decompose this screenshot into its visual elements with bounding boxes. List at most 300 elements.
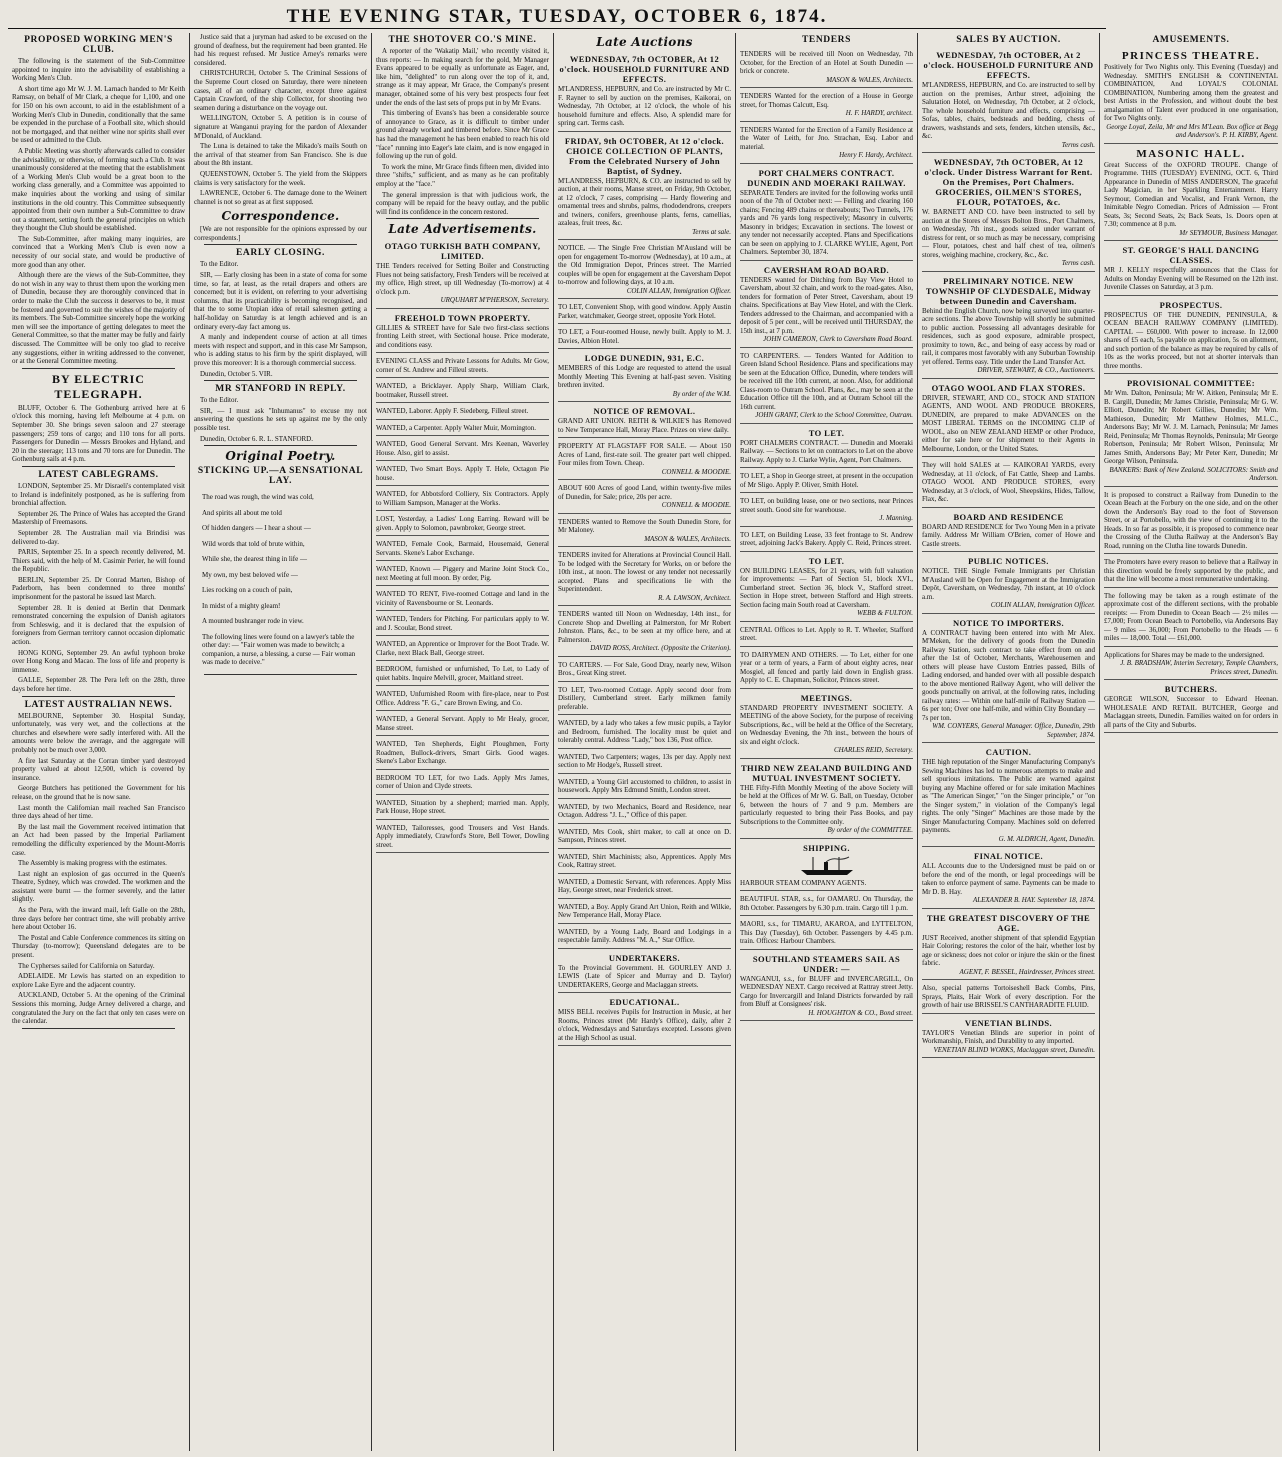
advertisement [376, 772, 549, 795]
advertisement-body: WANTED, Situation by a shepherd; married man. Apply, Park House, Hope street. [376, 798, 549, 816]
advertisement-heading: CAUTION. [985, 747, 1032, 757]
poem-line: Of hidden dangers — I hear a shout — [202, 524, 311, 533]
advertisement-body: TENDERS Wanted for the Erection of a Family Residence at the Water of Leith, for Jno. Strachan, Esq. Labor and material. [740, 125, 913, 151]
column-2 [190, 33, 372, 1451]
article [194, 466, 367, 675]
section-heading: AMUSEMENTS. [1152, 35, 1230, 45]
advertisement-body: Behind the English Church, now being surveyed into quarter-acre sections. The above Township will shortly be submitted to public auction. Possessing all advantages desirable for residences, such as good exposure, admirable prospect, proximity to town, &c., and being of easy access by road or rail, it compares most favorably with any Suburban Township yet offered. Terms easy. Title under the Land Transfer Act. [922, 306, 1095, 366]
section-heading: THE SHOTOVER CO.'S MINE. [388, 35, 537, 45]
article-paragraph: September 28. The Australian mail via Brindisi was delivered to-day. [12, 528, 185, 546]
advertisement [558, 751, 731, 774]
advertisement-body: WANTED, Tailoresses, good Trousers and Vest Hands. Apply immediately, Crawford's Store, Bell Tower, Dowling street. [376, 823, 549, 849]
advertisement-heading: BOARD AND RESIDENCE [953, 511, 1064, 522]
advertisement-signature: Terms at sale. [692, 227, 731, 236]
advertisement-body: TAYLOR'S Venetian Blinds are superior in point of Workmanship, Finish, and Durability to any imported. [922, 1028, 1095, 1045]
advertisement [558, 876, 731, 899]
advertisement-body: LOST, Yesterday, a Ladies' Long Earring. Reward will be given. Apply to Solomon, pawnbroker, George street. [376, 515, 549, 532]
advertisement [740, 554, 913, 622]
advertisement-body: TO LET, on building lease, one or two sections, near Princes street south. Good site for warehouse. [740, 497, 913, 514]
advertisement-body: Mr Wm. Dalton, Peninsula; Mr W. Aitken, Peninsula; Mr E. B. Cargill, Dunedin; Mr James Christie, Peninsula; Mr G. W. Elliott, Dunedin; Mr Robert Gillies, Dunedin; Mr Wm. Mathieson, Dunedin; Mr Matthew Holmes, M.L.C., Andersons Bay; Mr W. J. M. Larnach, Peninsula; Mr James Reid, Peninsula; Mr Thomas Reynolds, Peninsula; Mr George Robertson, Peninsula; Mr Robert Wilson, Peninsula; Mr James Smith, Andersons Bay; Mr Peter Kerr, Dunedin; Mr George Wilson, Peninsula. [1104, 389, 1278, 465]
poem-line: A mounted bushranger rode in view. [202, 617, 304, 626]
article-paragraph: A manly and independent course of action at all times meets with respect and support, and in this case Mr Sampson, who is adding status to his firm by the spirit displayed, will prove this moreover: It is a thorough commercial success. [194, 333, 367, 367]
advertisement-heading: NOTICE OF REMOVAL. [593, 406, 696, 416]
advertisement [558, 926, 731, 949]
advertisement [376, 239, 549, 309]
advertisement [558, 995, 731, 1046]
advertisement-heading: FRIDAY, 9th OCTOBER, At 12 o'clock. CHOICE COLLECTION OF PLANTS, From the Celebrated Nursery of John Baptist, of Sydney. [564, 135, 725, 176]
article-paragraph: Although there are the views of the Sub-Committee, they do not wish in any way to thrust them upon the working men of Dunedin, because they are thoroughly convinced that in order to make the Club the success it deserves to be, it must be fostered and governed to suit the wishes of the majority of its members. The Sub-Committee sincerely hope the working men will see the importance of getting delegates to meet the General Committee, so that the matter may be fully and fairly discussed. The Committee will be only too glad to receive any suggestions, either in writing addressed to the convener, or at the General Committee meeting. [12, 271, 185, 366]
section-heading: Late Auctions [596, 35, 693, 49]
advertisement [922, 982, 1095, 1014]
advertisement-heading: PUBLIC NOTICES. [968, 556, 1049, 566]
advertisement-signature: CHARLES REID, Secretary. [833, 746, 913, 754]
article-paragraph: LAWRENCE, October 6. The damage done to the Weinert channel is not so great as at first supposed. [194, 189, 367, 206]
advertisement-body: TO LET, on Building Lease, 33 feet frontage to St. Andrew street, adjoining Jack's Bakery. Apply C. Reid, Princes street. [740, 530, 913, 547]
advertisement [558, 549, 731, 606]
advertisement [1104, 682, 1278, 733]
article-paragraph: A fire last Saturday at the Corran timber yard destroyed property valued at about 12,500, which is covered by insurance. [12, 756, 185, 782]
advertisement-signature: CONNELL & MOODIE. [661, 467, 731, 476]
poem-line: The following lines were found on a lawyer's table the other day: — "Fair women was made to bewitch; a companion, a nurse, a blessing, a curse — Fair woman was made to deceive." [202, 632, 356, 667]
advertisement [558, 516, 731, 548]
advertisement [376, 822, 549, 854]
advertisement-body: TENDERS will be received till Noon on Wednesday, 7th October, for the Erection of an Hotel at South Dunedin — brick or concrete. [740, 50, 913, 75]
advertisement-signature: R. A. LAWSON, Architect. [658, 593, 731, 602]
advertisement-body: WANGANUI, s.s., for BLUFF and INVERCARGILL, On WEDNESDAY NEXT. Cargo received at Rattray street Jetty. Cargo for Invercargill and Inland Districts forwarded by rail from Bluff at Consignees' risk. [740, 974, 913, 1008]
section-divider [22, 368, 175, 369]
advertisement-body: M'LANDRESS, HEPBURN, and Co. are instructed by Mr C. F. Rayner to sell by auction on the premises, Kaikorai, on Wednesday, 7th October, at 12 o'clock, the whole of his household furniture and effects. Also, A splendid mare for spring cart. Terms cash. [558, 85, 731, 127]
advertisement-body: WANTED, for Abbotsford Colliery, Six Contractors. Apply to William Sampson, Manager at the Works. [376, 490, 549, 507]
advertisement-signature: Mr SEYMOUR, Business Manager. [1179, 228, 1278, 237]
advertisement-body: MR J. KELLY respectfully announces that the Class for Adults on Monday Evening will be Resumed on the 12th inst. Juvenile Classes on Saturday, at 3 p.m. [1104, 266, 1278, 291]
advertisement-body: TO LET, Convenient Shop, with good window. Apply Austin Parker, watchmaker, George street, opposite York Hotel. [558, 303, 731, 320]
advertisement [740, 893, 913, 916]
advertisement [1104, 146, 1278, 242]
section-heading: MR STANFORD IN REPLY. [215, 384, 346, 395]
columns [8, 33, 1278, 1451]
article-paragraph: This timbering of Evans's has been a considerable source of annoyance to Grace, as it is difficult to timber under ground already worked and timbered before. Since Mr Grace has had the management he has been enabled to reach his old "face" running into Eager's late claim, and is now engaged in following up the run of gold. [376, 109, 549, 161]
advertisement-body: TENDERS invited for Alterations at Provincial Council Hall. To be lodged with the Secretary for Works, on or before the 10th inst., at noon. The lowest or any tender not necessarily accepted. Plans and specifications lie with the Superintendent. [558, 551, 731, 593]
advertisement-body: ABOUT 600 Acres of good Land, within twenty-five miles of Dunedin, for Sale; price, 20s per acre. [558, 484, 731, 501]
article-paragraph: The general impression is that with judicious work, the company will be repaid for the heavy outlay, and the public will find its confidence in the concern restored. [376, 190, 549, 216]
advertisement [922, 616, 1095, 744]
article [12, 470, 185, 697]
article-paragraph: The Postal and Cable Conference commences its sitting on Thursday (to-morrow); Queensland delegates are to be present. [12, 933, 185, 960]
advertisement [740, 649, 913, 689]
advertisement [1104, 48, 1278, 144]
advertisement [376, 563, 549, 586]
advertisement-body: MISS BELL receives Pupils for Instruction in Music, at her Rooms, Princes street (Mr Hardy's Office), daily, after 2 o'clock, Wednesdays and Saturdays excepted. Lessons given at the High School as usual. [558, 1008, 731, 1042]
advertisement-heading: WEDNESDAY, 7th OCTOBER, At 12 o'clock. Under Distress Warrant for Rent. On the Premises, Port Chalmers. GROCERIES, OILMEN'S STORES, FLOUR, POTATOES, &c. [924, 157, 1093, 207]
advertisement [740, 166, 913, 261]
article-paragraph: BLUFF, October 6. The Gothenburg arrived here at 6 o'clock this morning, having left Melbourne at 4 p.m. on September 30. She brings seven saloon and 27 steerage passengers; 259 tons of cargo; and 110 tons for all ports. Passengers for Dunedin — Messrs Brookes and Hyland, and 20 in the steerage; 113 tons and 70 tons are for Dunedin. The Gothenburg sails at 4 p.m. [12, 403, 185, 464]
advertisement-body: WANTED, Ten Shepherds, Eight Ploughmen, Forty Roadmen, Bullock-drivers, Smart Girls. Good wages. Skene's Labor Exchange. [376, 740, 549, 766]
advertisement-body: Great Success of the OXFORD TROUPE. Change of Programme. THIS (TUESDAY) EVENING, OCT. 6, Third Appearance in Dunedin of MISS ANDERSON, The graceful Lady Magician, in her Sparkling Entertainment. Harry Seymour, Comedian and Vocalist, and Frank Vernon, the Inimitable Negro Comedian. Prices of Admission — Front Seats, 3s; Second Seats, 2s; Back Seats, 1s. Doors open at 7.30; commence at 8 p.m. [1104, 160, 1278, 228]
section-heading: Late Advertisements. [388, 222, 537, 237]
column-1 [8, 33, 190, 1451]
advertisement [376, 488, 549, 511]
article [558, 35, 731, 49]
advertisement-heading: FINAL NOTICE. [974, 851, 1043, 861]
article-paragraph: QUEENSTOWN, October 5. The yield from the Skippers claims is very satisfactory for the week. [194, 169, 367, 187]
advertisement-signature: WM. CONYERS, General Manager. Office, Dunedin, 29th September, 1874. [932, 722, 1095, 739]
advertisement-heading: THIRD NEW ZEALAND BUILDING AND MUTUAL INVESTMENT SOCIETY. [740, 762, 912, 783]
article-paragraph: The Cypherses sailed for California on Saturday. [18, 961, 155, 970]
advertisement-signature: JOHN GRANT, Clerk to the School Committee, Outram. [755, 411, 913, 419]
advertisement-body: WANTED, by two Mechanics, Board and Residence, near Octagon. Address "J. L.," Office of this paper. [558, 802, 731, 819]
advertisement-body: TENDERS Wanted for the erection of a House in George street, for Thomas Calcutt, Esq. [740, 92, 913, 109]
advertisement-body: BEAUTIFUL STAR, s.s., for OAMARU. On Thursday, the 8th October. Passengers by 6.30 p.m. train. Cargo till 1 p.m. [740, 895, 913, 912]
advertisement-heading: SOUTHLAND STEAMERS SAIL AS UNDER: — [752, 953, 901, 974]
section-divider [204, 674, 357, 675]
article-paragraph: CHRISTCHURCH, October 5. The Criminal Sessions of the Supreme Court closed on Saturday, there were nineteen cases, all of an ordinary character, except three against Captain Crawford, of the ship Collector, for shooting two seamen during a disturbance on the voyage out. [194, 69, 367, 112]
section-heading: SALES BY AUCTION. [956, 35, 1061, 45]
article-paragraph: September 26. The Prince of Wales has accepted the Grand Mastership of Freemasons. [12, 509, 185, 527]
advertisement-body: WANTED, a Domestic Servant, with references. Apply Miss Hay, George street, near Frederick street. [558, 877, 731, 894]
advertisement-heading: BUTCHERS. [1164, 684, 1218, 694]
advertisement-body: NOTICE. THE Single Female Immigrants per Christian M'Ausland will be Open for Engagement at the Immigration Depôt, Caversham, on Wednesday, 7th instant, at 10 o'clock a.m. [922, 567, 1095, 601]
section-heading: LATEST AUSTRALIAN NEWS. [24, 699, 173, 710]
advertisement-body: M'LANDRESS, HEPBURN, and Co. are instructed to sell by auction on the premises, Arthur street, adjoining the Salutation Hotel, on Wednesday, 7th October, at 2 o'clock, The whole household furniture and effects, comprising — Sofas, tables, chairs, bedsteads and bedding, chests of drawers, washstands and sets, fenders, kitchen utensils, &c., &c. [922, 81, 1095, 140]
advertisement-heading: OTAGO WOOL AND FLAX STORES. [931, 382, 1086, 393]
advertisement [740, 426, 913, 469]
advertisement-body: TO LET, a Four-roomed House, newly built. Apply to M. J. Davies, Albion Hotel. [558, 328, 731, 345]
advertisement-body: GILLIES & STREET have for Sale two first-class sections fronting Leith street, with Sectional house. Price moderate, and conditions easy. [376, 323, 549, 349]
advertisement [740, 624, 913, 647]
advertisement [558, 684, 731, 716]
advertisement-heading: PORT CHALMERS CONTRACT. DUNEDIN AND MOERAKI RAILWAY. [747, 167, 906, 188]
advertisement-body: Applications for Shares may be made to the undersigned. [1104, 650, 1265, 659]
advertisement-body: WANTED, Mrs Cook, shirt maker, to call at once on D. Sampson, Princes street. [558, 827, 731, 844]
advertisement [922, 155, 1095, 272]
poem-line: My own, my best beloved wife — [202, 570, 298, 579]
section-divider [204, 380, 357, 381]
advertisement-body: TO LET, Two-roomed Cottage. Apply second door from Distillery, Cumberland street. Early milkmen family preferable. [558, 685, 731, 711]
advertisement-signature: By order of the W.M. [672, 389, 731, 398]
advertisement [376, 422, 549, 437]
advertisement-body: TENDERS wanted till Noon on Wednesday, 14th inst., for Concrete Shop and Dwelling at Palmerston, for Mr Robert Johnston. Plans, &c., to be seen at my office here, and at Palmerston. [558, 610, 731, 644]
advertisement [1104, 590, 1278, 647]
section-divider [22, 1028, 175, 1029]
advertisement-body: GEORGE WILSON, Successor to Edward Heenan. WHOLESALE AND RETAIL BUTCHER, George and Maclaggan streets, Dunedin. Families waited on for orders in all parts of the City and Suburbs. [1104, 695, 1278, 729]
article [740, 35, 913, 45]
article [194, 209, 367, 245]
article-paragraph: The following is the statement of the Sub-Committee appointed to inquire into the advisability of establishing a Working Men's Club. [12, 57, 185, 83]
advertisement-signature: DAVID ROSS, Architect. (Opposite the Criterion). [590, 644, 731, 652]
advertisement-body: CENTRAL Offices to Let. Apply to R. T. Wheeler, Stafford street. [740, 625, 913, 642]
advertisement [558, 608, 731, 657]
advertisement [558, 776, 731, 799]
article-paragraph: George Butchers has petitioned the Government for his release, on the ground that he is now sane. [12, 784, 185, 801]
advertisement [376, 688, 549, 711]
section-divider [22, 696, 175, 697]
advertisement-body: WANTED, Unfurnished Room with fire-place, near to Post Office. Address "F. G.," care Brown Ewing, and Co. [376, 690, 549, 707]
article [194, 449, 367, 463]
advertisement-body: DRIVER, STEWART, AND CO., STOCK AND STATION AGENTS, AND WOOL AND PRODUCE BROKERS, DUNEDIN, are prepared to make ADVANCES on the MOST LIBERAL TERMS on the INCOMING CLIP of WOOL, also on NEW ZEALAND HEMP or other Produce, either for sale here or for shipment to their Agents in Melbourne, London, or the United States. [922, 393, 1095, 453]
article-paragraph: WELLINGTON, October 5. A petition is in course of signature at Wanganui praying for the pardon of Alexander M'Donald, of Auckland. [194, 114, 367, 140]
advertisement-signature: MASON & WALES, Architects. [826, 75, 913, 84]
advertisement [740, 691, 913, 759]
advertisement [922, 381, 1095, 458]
advertisement-body: The following may be taken as a rough estimate of the approximate cost of the different sections, with the probable receipts: — From Dunedin to Ocean Beach — 2½ miles — £7,000; From Ocean Beach to Portobello, via Andersons Bay — 9 miles — 36,000; From Portobello to the Heads — 6 miles — 18,000. Total — £61,000. [1104, 591, 1278, 642]
advertisement-signature: MASON & WALES, Architects. [644, 534, 731, 543]
article-paragraph: BERLIN, September 25. Dr Conrad Marten, Bishop of Paderborn, has been condemned to three months' imprisonment for the pastoral he issued last March. [12, 575, 185, 602]
section-divider [386, 218, 539, 219]
advertisement [558, 301, 731, 324]
article [376, 222, 549, 236]
advertisement-body: GRAND ART UNION. REITH & WILKIE'S has Removed to New Temperance Hall, Moray Place. Prizes on view daily. [558, 417, 731, 434]
advertisement [1104, 376, 1278, 487]
advertisement [376, 311, 549, 354]
article-paragraph: SIR, — I must ask "Inhumanus" to excuse my not answering the questions he sets up against me by the only possible test. [194, 406, 367, 432]
article-paragraph: AUCKLAND, October 5. At the opening of the Criminal Sessions this morning, Judge Arney delivered a charge, and congratulated the Jury on the fact that only ten cases were on the calendar. [12, 991, 185, 1026]
advertisement-body: WANTED, Good General Servant. Mrs Keenan, Waverley House. Also, girl to assist. [376, 440, 549, 457]
advertisement-body: Positively for Two Nights only. This Evening (Tuesday) and Wednesday. SMITH'S ENGLISH & CONTINENTAL COMBINATION, And LOYAL'S COLONIAL COMBINATION, Numbering among them the greatest and best Artists in the Profession, and without doubt the best amalgamation of Talent ever produced in one organisation, for Two Nights only. [1104, 63, 1278, 122]
advertisement [558, 951, 731, 994]
advertisement-body: WANTED, Shirt Machinists; also, Apprentices. Apply Mrs Cook, Rattray street. [558, 852, 731, 869]
advertisement [740, 124, 913, 164]
advertisement [376, 438, 549, 461]
advertisement-body: MEMBERS of this Lodge are requested to attend the usual Monthly Meeting This Evening at half-past seven. Visiting brethren invited. [558, 364, 731, 389]
advertisement [558, 134, 731, 241]
advertisement-heading: OTAGO TURKISH BATH COMPANY, LIMITED. [384, 241, 541, 262]
advertisement [376, 613, 549, 636]
advertisement-heading: WEDNESDAY, 7th OCTOBER, At 12 o'clock. HOUSEHOLD FURNITURE AND EFFECTS. [559, 54, 730, 84]
column-3 [372, 33, 554, 1451]
column-5 [736, 33, 918, 1451]
article-paragraph: The Sub-Committee, after making many inquiries, are convinced that a Working Men's Club is even now a necessity of our social state, and would be productive of more good than any other. [12, 234, 185, 269]
advertisement [922, 459, 1095, 508]
article-paragraph: Dunedin, October 6. R. L. STANFORD. [200, 434, 313, 443]
advertisement-body: A CONTRACT having been entered into with Mr Alex. M'Meken, for the delivery of goods from the Dunedin Railway Station, such contract to take effect from on and after the 1st of October, Merchants, Warehousemen and others will please have Custom Entries passed, Bills of Lading endorsed, and handed over with all possible despatch to the above mentioned Railway Agent, who will deliver the goods punctually on arrival, at the following rates, including railway rates: — Within one half-mile of Railway Station — 6s per ton; Over one half-mile, and within City Boundary — 7s per ton. [922, 628, 1095, 722]
poem-line: Lies rocking on a couch of pain, [202, 586, 293, 595]
article-paragraph: A reporter of the 'Wakatip Mail,' who recently visited it, thus reports: — In making search for the gold, Mr Manager Evans appeared to be equally as unfortunate as Eager, and, like him, "delighted" to run along over the top of it, and, strange as it may appear, Mr Grace, the Company's present manager, obtained some of his very best prospects four feet under the ends of the last sets of props put in by Mr Evans. [376, 47, 549, 107]
advertisement [376, 713, 549, 736]
advertisement-signature: JOHN CAMERON, Clerk to Caversham Road Board. [763, 335, 913, 343]
advertisement [740, 263, 913, 348]
advertisement [558, 717, 731, 749]
section-divider [204, 244, 357, 245]
section-heading: PROPOSED WORKING MEN'S CLUB. [24, 35, 173, 55]
advertisement-body: THE Tenders received for Setting Boiler and Constructing Flues not being satisfactory, Fresh Tenders will be received at my office, High street, up till Wednesday (To-morrow) at 4 o'clock p.m. [376, 262, 549, 296]
advertisement-heading: THE GREATEST DISCOVERY OF THE AGE. [926, 912, 1091, 933]
advertisement-signature: ALEXANDER B. HAY. September 18, 1874. [972, 896, 1095, 904]
article-paragraph: September 28. It is denied at Berlin that Denmark remonstrated concerning the expulsion of Danish agitators from Schleswig, and it is declared that the expulsion of foreigners from German territory cannot occasion diplomatic action. [12, 603, 185, 647]
advertisement-heading: TO LET. [808, 427, 845, 438]
advertisement-body: MAORI, s.s., for TIMARU, AKAROA, and LYTTELTON, This Day (Tuesday), 6th October. Passengers by 4.45 p.m. train. Offices: Harbour Chambers. [740, 920, 913, 945]
advertisement [376, 355, 549, 378]
advertisement-heading: WEDNESDAY, 7th OCTOBER, At 2 o'clock. HOUSEHOLD FURNITURE AND EFFECTS. [923, 50, 1094, 80]
advertisement-heading: CAVERSHAM ROAD BOARD. [763, 264, 890, 275]
advertisement-body: WANTED, by a lady who takes a few music pupils, a Taylor and Bedroom, furnished. The locality must be quiet and tolerably central. Address "Lady," box 136, Post office. [558, 719, 731, 744]
section-heading: LATEST CABLEGRAMS. [38, 469, 159, 480]
advertisement-signature: COLIN ALLAN, Immigration Officer. [626, 286, 731, 295]
advertisement-heading: PROSPECTUS. [1159, 299, 1223, 310]
advertisement [558, 901, 731, 924]
column-6 [918, 33, 1100, 1451]
advertisement [376, 588, 549, 611]
advertisement [740, 48, 913, 88]
advertisement [1104, 556, 1278, 588]
advertisement [922, 274, 1095, 379]
advertisement [922, 48, 1095, 153]
advertisement [376, 663, 549, 686]
advertisement-body: TO CARTERS. — For Sale, Good Dray, nearly new, Wilson Bros., Great King street. [558, 660, 731, 677]
advertisement-heading: TO LET. [808, 555, 845, 566]
advertisement [922, 1016, 1095, 1059]
advertisement-heading: PRINCESS THEATRE. [1121, 50, 1261, 62]
advertisement-signature: J. Manning. [879, 514, 913, 522]
advertisement-body: THE high reputation of the Singer Manufacturing Company's Sewing Machines has led to numerous attempts to make and sell spurious imitations. The Public are warned against buying any Machine offered or for sale imitation Machines as "The American Singer," "on the Singer principle," or "on the Singer system," in violation of the Company's legal rights. The only "Singer" Machines are those made by the Singer Manufacturing Company. Machines sold on deferred payments. [922, 758, 1095, 834]
advertisement-body: HARBOUR STEAM COMPANY AGENTS. [740, 878, 867, 887]
advertisement [922, 745, 1095, 847]
advertisement [558, 482, 731, 514]
article-paragraph: Last month the Californian mail reached San Francisco three days ahead of her time. [12, 803, 185, 821]
article-paragraph: To work the mine, Mr Grace finds fifteen men, divided into three "shifts," sufficient, and as many as he can profitably employ at the "face." [376, 162, 549, 188]
section-heading: EARLY CLOSING. [236, 248, 325, 259]
advertisement-body: TO LET, a Shop in George street, at present in the occupation of Mr Sligo. Apply P. Oliver, Smith Hotel. [740, 472, 913, 489]
advertisement-body: WANTED, Known — Piggery and Marine Joint Stock Co., next Meeting at full moon. By order, Pig. [376, 565, 549, 582]
advertisement [1104, 243, 1278, 296]
advertisement [376, 513, 549, 536]
article-paragraph: Justice said that a juryman had asked to be excused on the ground of deafness, but the requirement had been granted. He had his request refused. Mr Justice Arney's remarks were considered. [194, 33, 367, 67]
masthead: THE EVENING STAR, TUESDAY, OCTOBER 6, 1874. [8, 6, 1106, 29]
advertisement-heading: PRELIMINARY NOTICE. NEW TOWNSHIP OF CLYDESDALE, Midway between Dunedin and Caversham. [925, 275, 1092, 306]
advertisement-body: WANTED, Laborer. Apply F. Siedeberg, Filleul street. [376, 407, 529, 416]
advertisement-signature: WEBB & FULTON. [857, 609, 913, 617]
advertisement-signature: George Loyal, Zeila, Mr and Mrs M'Lean. Box office at Begg and Anderson's. P. H. KIRBY, Agent. [1106, 122, 1278, 139]
advertisement [558, 826, 731, 849]
advertisement-heading: SHIPPING. [803, 842, 850, 853]
section-heading: Original Poetry. [225, 449, 336, 464]
article-paragraph: Last night an explosion of gas occurred in the Queen's Theatre, Sydney, which was crowded. The workmen and the assistant were burnt — the former severely, and the latter slightly. [12, 869, 185, 904]
advertisement-signature: CONNELL & MOODIE. [661, 501, 731, 509]
advertisement-body: WANTED, a Young Girl accustomed to children, to assist in housework. Apply Mrs Edmund Smith, London street. [558, 777, 731, 794]
advertisement [1104, 489, 1278, 555]
advertisement-signature: J. B. BRADSHAW, Interim Secretary, Temple Chambers, Princes street, Dunedin. [1120, 659, 1278, 676]
advertisement [558, 326, 731, 349]
advertisement-body: TO DAIRYMEN AND OTHERS. — To Let, either for one year or a term of years, a Farm of about eighty acres, near Mosgiel, all fenced and partly laid down in English grass. Apply to C. E. Chapman, Solicitor, Princes street. [740, 650, 913, 684]
article-paragraph: The Assembly is making progress with the estimates. [18, 859, 167, 868]
advertisement-body: Also, special patterns Tortoiseshell Back Combs, Pins, Sprays, Plaits, Hair Work of every description. For the growth of hair use BRISSEL'S CANTHARADITE FLUID. [922, 984, 1095, 1009]
advertisement-signature: COLIN ALLAN, Immigration Officer. [990, 601, 1095, 609]
article [194, 384, 367, 446]
article-paragraph: To the Editor. [200, 396, 239, 405]
advertisement-body: NOTICE. — The Single Free Christian M'Ausland will be open for engagement To-morrow (Wednesday), at 10 a.m., at the Old Immigration Depot, Princes street. The Married couples will be open for engagement at the Caversham Depot to-morrow and following days, at 10 a.m. [558, 244, 731, 286]
advertisement-signature: AGENT, F. BESSEL, Hairdresser, Princes street. [959, 967, 1095, 976]
advertisement [740, 952, 913, 1022]
advertisement-body: The Promoters have every reason to believe that a Railway in this direction would be freely supported by the public, and that the line will become a most remunerative undertaking. [1104, 558, 1278, 583]
advertisement-heading: MEETINGS. [800, 692, 853, 703]
advertisement [1104, 649, 1278, 681]
advertisement [558, 242, 731, 299]
advertisement-body: TENDERS wanted to Remove the South Dunedin Store, for Mr Maloney. [558, 517, 731, 534]
article-paragraph: PARIS, September 25. In a speech recently delivered, M. Thiers said, with the help of M. Casimir Perier, he will found the Republic. [12, 548, 185, 574]
advertisement [376, 797, 549, 820]
steamship-icon [797, 855, 857, 877]
advertisement-body: W. BARNETT AND CO. have been instructed to sell by auction at the Stores of Messrs Bolton Bros., Port Chalmers, on Wednesday, 7th inst., goods seized under warrant of distress for rent, or so much as may be necessary, comprising — Flour, potatoes, chest and half chest of tea, oilmen's stores, weighing machine, crockery, &c., &c. [922, 208, 1095, 259]
advertisement [1104, 298, 1278, 375]
article-paragraph: ADELAIDE. Mr Lewis has started on an expedition to explore Lake Eyre and the adjacent country. [12, 972, 185, 989]
advertisement-body: M'LANDRESS, HEPBURN, & CO. are instructed to sell by auction, at their rooms, Manse street, on Friday, 9th October, at 12 o'clock, 7 cases, comprising — Hardy flowering and ornamental trees and shrubs, palms, rhododendrons, creepers and twiners, conifers, greenhouse plants, ferns, camellias, azaleas, fruit trees, &c. [558, 176, 731, 227]
advertisement [376, 538, 549, 561]
article-paragraph: The Luna is detained to take the Mikado's mails South on the arrival of that steamer from San Francisco. She is due about the 8th instant. [194, 142, 367, 168]
section-heading: Correspondence. [221, 209, 340, 224]
article [922, 35, 1095, 45]
advertisement [740, 470, 913, 493]
advertisement [558, 801, 731, 824]
article [12, 700, 185, 1029]
advertisement [740, 918, 913, 950]
advertisement-body: WANTED TO RENT, Five-roomed Cottage and land in the vicinity of Ravensbourne or St. Leonards. [376, 590, 549, 607]
advertisement-signature: BANKERS: Bank of New Zealand. SOLICITORS: Smith and Anderson. [1109, 465, 1278, 482]
poem-line: Wild words that told of brute within, [202, 539, 305, 548]
advertisement [740, 529, 913, 552]
advertisement-signature: VENETIAN BLIND WORKS, Maclaggan street, Dunedin. [933, 1045, 1095, 1054]
advertisement-body: SEPARATE Tenders are invited for the following works until noon of the 7th of October next: — Felling and clearing 160 chains; Fencing 489 chains or thereabouts; Two Tunnels, 176 yards and 76 yards long respectively; Masonry in culverts; Masonry in bridges; Excavation in sections. The lowest or any tender not necessarily accepted. Plans and Specifications can be seen on applying to J. CLARKE WYLIE, Agent, Port Chalmers. September 30, 1874. [740, 188, 913, 256]
article-paragraph: By the last mail the Government received intimation that an Act had been passed by the Imperial Parliament remodelling the difficulty experienced by the Mount-Morris case. [12, 822, 185, 857]
advertisement-heading: LODGE DUNEDIN, 931, E.C. [584, 353, 705, 363]
advertisement [922, 849, 1095, 909]
article [194, 248, 367, 381]
advertisement-signature: H. HOUGHTON & CO., Bond street. [808, 1008, 913, 1017]
article-paragraph: MELBOURNE, September 30. Hospital Sunday, unfortunately, was very wet, and the collections at the churches and elsewhere were sadly interfered with. All the amounts were below the average, and the aggregate will probably not be much over 3,000. [12, 711, 185, 754]
advertisement-body: TO CARPENTERS. — Tenders Wanted for Addition to Green Island School Residence. Plans and specifications may be seen at the Education Office, Dunedin, where tenders will be received till the 10th current, at noon. Also, for additional Class-room to Outram School. Plans, &c., may be seen at the Education Office till the 10th, and at Outram School till the 16th current. [740, 351, 913, 411]
section-divider [204, 445, 357, 446]
advertisement-heading: UNDERTAKERS. [608, 952, 681, 963]
advertisement [740, 350, 913, 424]
section-divider [22, 466, 175, 467]
advertisement-body: PROPERTY AT FLAGSTAFF FOR SALE. — About 150 Acres of Land, first-rate soil. The greater part well chipped. Four miles from Town. Cheap. [558, 442, 731, 467]
advertisement-body: ON BUILDING LEASES, for 21 years, with full valuation for improvements: — Part of Section 51, block XVI., Cumberland street. Section 36, block V., Stafford street. Section in Hope street, between Stafford and High streets. Section facing main South road at Caversham. [740, 566, 913, 609]
advertisement-signature: By order of the COMMITTEE. [827, 826, 913, 834]
advertisement-body: WANTED, a Bricklayer. Apply Sharp, William Clark, bootmaker, Russell street. [376, 382, 549, 399]
advertisement-signature: Henry F. Hardy, Architect. [839, 151, 913, 159]
advertisement-body: WANTED, Two Smart Boys. Apply T. Hele, Octagon Pie house. [376, 465, 549, 482]
article-paragraph: GALLE, September 28. The Pera left on the 28th, three days before her time. [12, 676, 185, 693]
advertisement [740, 495, 913, 527]
advertisement-body: TENDERS wanted for Ditching from Bay View Hotel to Caversham, about 32 chain, and work to the road-gates. Also, tenders for formation of Peter Street, Caversham, about 19 chains. Specifications at Bay View Hotel, and with the Clerk. Tenders addressed to the Chairman, and accompanied with a deposit of 5 per cent., will be received until THURSDAY, the 15th inst., at 7 p.m. [740, 275, 913, 335]
poem-line: The road was rough, the wind was cold, [202, 493, 314, 502]
advertisement-signature: DRIVER, STEWART, & CO., Auctioneers. [977, 366, 1095, 374]
advertisement-heading: EDUCATIONAL. [609, 997, 680, 1007]
advertisement [376, 405, 549, 420]
advertisement-body: To the Provincial Government. H. GOURLEY AND J. LEWIS (Late of Spicer and Murray and D. Taylor) UNDERTAKERS, George and Maclaggan streets. [558, 963, 731, 989]
advertisement-signature: URQUHART M'PHERSON, Secretary. [440, 296, 549, 305]
article-paragraph: SIR, — Early closing has been in a state of coma for some time, so far, at least, as the retail drapers and others are concerned; but it is evident, on referring to your advertising columns, that its practicability is becoming recognised, and that the to some Utopian idea of retail salesmen getting a half-holiday on Saturday is at length achieved and is an ordinary every-day fact among us. [194, 271, 367, 331]
advertisement-body: WANTED, an Apprentice or Improver for the Boot Trade. W. Clarke, next Black Ball, George street. [376, 640, 549, 657]
advertisement [558, 404, 731, 438]
advertisement-body: BEDROOM TO LET, for two Lads. Apply Mrs James, corner of Union and Clyde streets. [376, 773, 549, 791]
section-heading: BY ELECTRIC TELEGRAPH. [52, 371, 145, 401]
advertisement [376, 380, 549, 403]
advertisement-signature: Terms cash. [1061, 259, 1095, 267]
advertisement [376, 738, 549, 770]
advertisement-body: BOARD AND RESIDENCE for Two Young Men in a private family. Address Mr William O'Brien, corner of Howe and Castle streets. [922, 522, 1095, 548]
advertisement [558, 52, 731, 132]
advertisement-heading: ST. GEORGE'S HALL DANCING CLASSES. [1122, 245, 1260, 265]
article-paragraph: LONDON, September 25. Mr Disraeli's contemplated visit to Ireland is indefinitely postponed, as he is suffering from bronchial affection. [12, 481, 185, 508]
advertisement-signature: H. F. HARDY, architect. [845, 109, 913, 117]
article-paragraph: HONG KONG, September 29. An awful typhoon broke over Hong Kong and Macao. The loss of life and property is immense. [12, 648, 185, 674]
article-paragraph: A short time ago Mr W. J. M. Larnach handed to Mr Keith Ramsay, on behalf of Mr Clark, a cheque for 1,100, and one for 150 on his own account, to aid in the establishment of a Working Men's Club in Dunedin, conditionally that the same be expended in the purchase of a Football site, which should not be mortgaged, and that neither wine nor spirits shall ever be used or admitted to the Club. [12, 84, 185, 145]
section-heading: TENDERS [801, 35, 852, 45]
advertisement [922, 554, 1095, 614]
advertisement [922, 911, 1095, 981]
advertisement-body: WANTED, a Boy. Apply Grand Art Union, Reith and Wilkie, New Temperance Hall, Moray Place. [558, 902, 731, 919]
advertisement [740, 761, 913, 839]
advertisement-body: They will hold SALES at — KAIKORAI YARDS, every Wednesday, at 11 o'clock, of Fat Cattle, Sheep and Lambs. OTAGO WOOL AND PRODUCE STORES, every Wednesday, at 3 o'clock, of Wool, Sheepskins, Hides, Tallow, Flax, &c. [922, 461, 1095, 503]
